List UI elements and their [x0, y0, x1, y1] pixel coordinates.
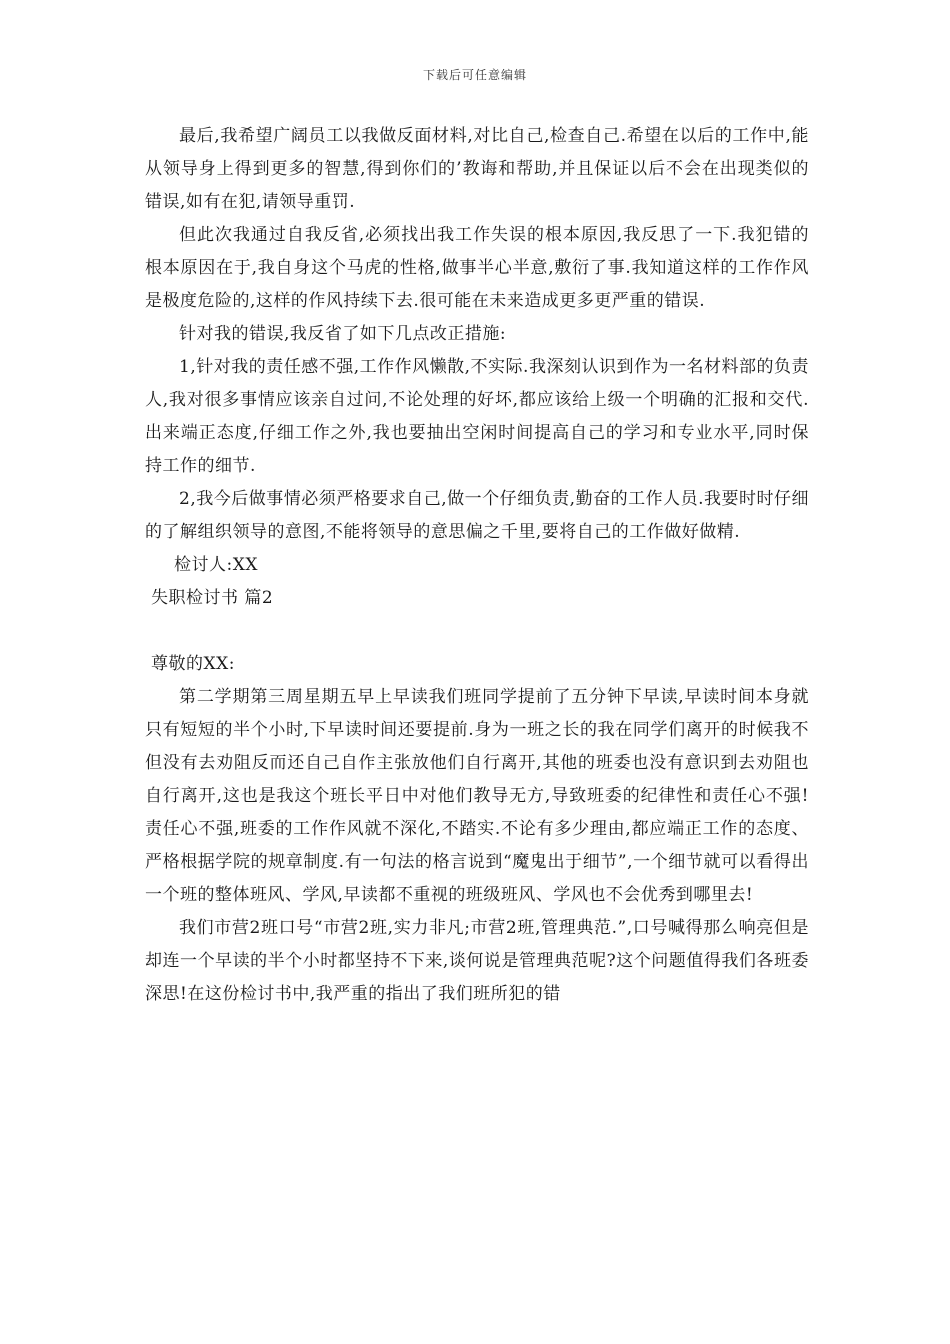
document-body	[145, 120, 809, 1011]
section-title: 失职检讨书 篇2	[151, 588, 274, 608]
page-header: 下载后可任意编辑	[422, 68, 527, 82]
paragraph: 2,我今后做事情必须严格要求自己,做一个仔细负责,勤奋的工作人员.我要时时仔细的了解组织领导的意图,不能将领导的意思偏之千里,要将自己的工作做好做精.	[145, 489, 809, 542]
blank-line	[145, 615, 809, 648]
signature-line: 检讨人:XX	[174, 555, 258, 575]
paragraph: 1,针对我的责任感不强,工作作风懒散,不实际.我深刻认识到作为一名材料部的负责人,我对很多事情应该亲自过问,不论处理的好坏,都应该给上级一个明确的汇报和交代.出来端正态度,仔细工作之外,我也要抽出空闲时间提高自己的学习和专业水平,同时保持工作的细节.	[145, 357, 809, 476]
paragraph: 最后,我希望广阔员工以我做反面材料,对比自己,检查自己.希望在以后的工作中,能从领导身上得到更多的智慧,得到你们的’教诲和帮助,并且保证以后不会在出现类似的错误,如有在犯,请领导重罚.	[145, 126, 809, 212]
paragraph: 第二学期第三周星期五早上早读我们班同学提前了五分钟下早读,早读时间本身就只有短短的半个小时,下早读时间还要提前.身为一班之长的我在同学们离开的时候我不但没有去劝阻反而还自己自作主张放他们自行离开,其他的班委也没有意识到去劝阻也自行离开,这也是我这个班长平日中对他们教导无方,导致班委的纪律性和责任心不强!责任心不强,班委的工作作风就不深化,不踏实.不论有多少理由,都应端正工作的态度、严格根据学院的规章制度.有一句法的格言说到“魔鬼出于细节”,一个细节就可以看得出一个班的整体班风、学风,早读都不重视的班级班风、学风也不会优秀到哪里去!	[145, 687, 809, 905]
paragraph: 我们市营2班口号“市营2班,实力非凡;市营2班,管理典范.”,口号喊得那么响亮但是却连一个早读的半个小时都坚持不下来,谈何说是管理典范呢?这个问题值得我们各班委深思!在这份检讨书中,我严重的指出了我们班所犯的错	[145, 918, 809, 1004]
paragraph: 针对我的错误,我反省了如下几点改正措施:	[179, 324, 507, 344]
salutation: 尊敬的XX:	[151, 654, 235, 674]
paragraph: 但此次我通过自我反省,必须找出我工作失误的根本原因,我反思了一下.我犯错的根本原因在于,我自身这个马虎的性格,做事半心半意,敷衍了事.我知道这样的工作作风是极度危险的,这样的作风持续下去.很可能在未来造成更多更严重的错误.	[145, 225, 809, 311]
